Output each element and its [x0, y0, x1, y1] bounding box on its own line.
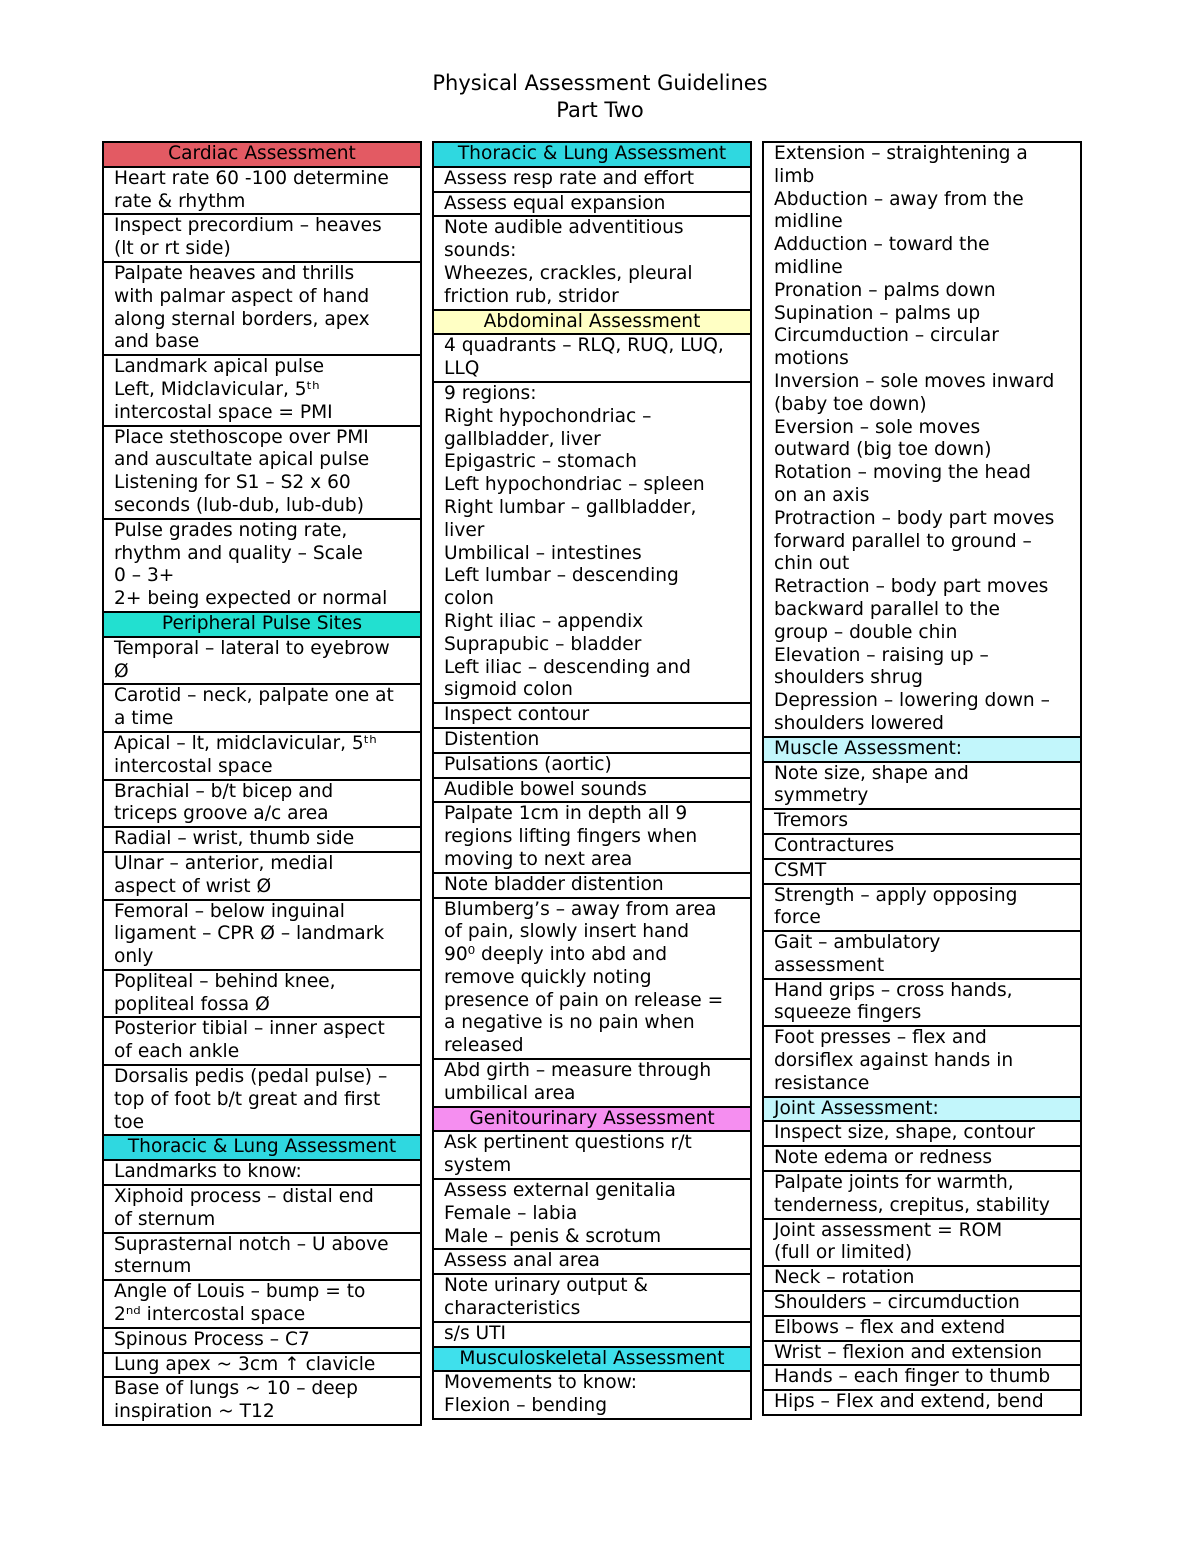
table-cell: Ulnar – anterior, medial aspect of wrist Ø: [104, 853, 420, 901]
table-cell: Assess resp rate and effort: [434, 168, 750, 193]
table-cell: Assess external genitalia Female – labia Male – penis & scrotum: [434, 1180, 750, 1250]
table-cell: Inspect precordium – heaves (lt or rt side): [104, 215, 420, 263]
table-cell: Tremors: [764, 810, 1080, 835]
table-cell: Pulsations (aortic): [434, 754, 750, 779]
table-cell: Suprasternal notch – U above sternum: [104, 1234, 420, 1282]
section-header: Musculoskeletal Assessment: [434, 1348, 750, 1373]
table-cell: Ask pertinent questions r/t system: [434, 1132, 750, 1180]
table-cell: Hips – Flex and extend, bend: [774, 1391, 1044, 1413]
table-cell: Strength – apply opposing force: [764, 885, 1080, 933]
table-cell: Note bladder distention: [434, 874, 750, 899]
table-cell: Blumberg’s – away from area of pain, slowly insert hand 90⁰ deeply into abd and remove quickly noting presence of pain on release = a negative is no pain when released: [434, 899, 750, 1061]
section-header: Thoracic & Lung Assessment: [434, 143, 750, 168]
table-cell: Pulse grades noting rate, rhythm and quality – Scale 0 – 3+ 2+ being expected or normal: [104, 520, 420, 613]
table-cell: Abd girth – measure through umbilical area: [434, 1060, 750, 1108]
table-cell: 4 quadrants – RLQ, RUQ, LUQ, LLQ: [434, 335, 750, 383]
table-cell: Femoral – below inguinal ligament – CPR Ø – landmark only: [104, 901, 420, 971]
table-cell: Note audible adventitious sounds: Wheezes, crackles, pleural friction rub, stridor: [434, 217, 750, 310]
table-cell: Place stethoscope over PMI and auscultate apical pulse Listening for S1 – S2 x 60 seconds (lub-dub, lub-dub): [104, 427, 420, 520]
table-cell: Extension – straightening a limb Abduction – away from the midline Adduction – toward the midline Pronation – palms down Supination – palms up Circumduction – circular motions Inversion – sole moves inward (baby toe down) Eversion – sole moves outward (big toe down) Rotation – moving the head on an axis Protraction – body part moves forward parallel to ground – chin out Retraction – body part moves backward parallel to the group – double chin Elevation – raising up – shoulders shrug Depression – lowering down – shoulders lowered: [764, 143, 1080, 738]
table-cell: Note size, shape and symmetry: [764, 763, 1080, 811]
section-header: Genitourinary Assessment: [434, 1108, 750, 1133]
table-cell: Movements to know: Flexion – bending: [444, 1372, 638, 1417]
table-cell: CSMT: [764, 860, 1080, 885]
table-cell: Palpate 1cm in depth all 9 regions lifting fingers when moving to next area: [434, 803, 750, 873]
table-cell: Lung apex ~ 3cm ↑ clavicle: [104, 1354, 420, 1379]
table-cell: Joint assessment = ROM (full or limited): [764, 1220, 1080, 1268]
section-header: Thoracic & Lung Assessment: [104, 1136, 420, 1161]
table-cell: Inspect contour: [434, 704, 750, 729]
table-cell: 9 regions: Right hypochondriac – gallbladder, liver Epigastric – stomach Left hypochondriac – spleen Right lumbar – gallbladder, liver Umbilical – intestines Left lumbar – descending colon Right iliac – appendix Suprapubic – bladder Left iliac – descending and sigmoid colon: [434, 383, 750, 704]
table-cell: Palpate heaves and thrills with palmar aspect of hand along sternal borders, apex and base: [104, 263, 420, 356]
table-cell: Spinous Process – C7: [104, 1329, 420, 1354]
table-cell: Note urinary output & characteristics: [434, 1275, 750, 1323]
table-cell: Landmark apical pulse Left, Midclavicular, 5ᵗʰ intercostal space = PMI: [104, 356, 420, 426]
table-cell: Carotid – neck, palpate one at a time: [104, 685, 420, 733]
table-cell: Apical – lt, midclavicular, 5ᵗʰ intercostal space: [104, 733, 420, 781]
table-cell: Audible bowel sounds: [434, 779, 750, 804]
table-cell: Elbows – flex and extend: [764, 1317, 1080, 1342]
column-3: [762, 141, 1082, 1416]
table-cell: Contractures: [764, 835, 1080, 860]
table-cell: Foot presses – flex and dorsiflex against hands in resistance: [764, 1027, 1080, 1097]
table-cell: Wrist – flexion and extension: [764, 1342, 1080, 1367]
table-cell: Base of lungs ~ 10 – deep inspiration ~ T12: [114, 1378, 358, 1423]
table-cell: Neck – rotation: [764, 1267, 1080, 1292]
table-cell: Note edema or redness: [764, 1147, 1080, 1172]
table-cell: Dorsalis pedis (pedal pulse) – top of foot b/t great and first toe: [104, 1066, 420, 1136]
column-1: [102, 141, 422, 1426]
table-cell: Assess equal expansion: [434, 193, 750, 218]
table-cell: s/s UTI: [434, 1323, 750, 1348]
section-header: Peripheral Pulse Sites: [104, 613, 420, 638]
document-title-block: [0, 70, 1200, 124]
table-cell: Xiphoid process – distal end of sternum: [104, 1186, 420, 1234]
table-cell: Assess anal area: [434, 1250, 750, 1275]
table-cell: Posterior tibial – inner aspect of each ankle: [104, 1018, 420, 1066]
table-cell: Radial – wrist, thumb side: [104, 828, 420, 853]
page-subtitle: Part Two: [556, 98, 644, 122]
table-cell: Gait – ambulatory assessment: [764, 932, 1080, 980]
section-header: Muscle Assessment:: [764, 738, 1080, 763]
table-cell: Palpate joints for warmth, tenderness, crepitus, stability: [764, 1172, 1080, 1220]
table-cell: Landmarks to know:: [104, 1161, 420, 1186]
table-cell: Hand grips – cross hands, squeeze fingers: [764, 980, 1080, 1028]
table-cell: Inspect size, shape, contour: [764, 1122, 1080, 1147]
section-header: Cardiac Assessment: [104, 143, 420, 168]
table-cell: Heart rate 60 -100 determine rate & rhythm: [104, 168, 420, 216]
table-cell: Hands – each finger to thumb: [764, 1366, 1080, 1391]
table-cell: Distention: [434, 729, 750, 754]
section-header: Abdominal Assessment: [434, 311, 750, 336]
table-cell: Angle of Louis – bump = to 2ⁿᵈ intercostal space: [104, 1281, 420, 1329]
section-header: Joint Assessment:: [764, 1098, 1080, 1123]
page-title: Physical Assessment Guidelines: [432, 71, 768, 95]
table-cell: Brachial – b/t bicep and triceps groove a/c area: [104, 781, 420, 829]
column-2: [432, 141, 752, 1420]
table-cell: Popliteal – behind knee, popliteal fossa Ø: [104, 971, 420, 1019]
table-cell: Temporal – lateral to eyebrow Ø: [104, 638, 420, 686]
table-cell: Shoulders – circumduction: [764, 1292, 1080, 1317]
